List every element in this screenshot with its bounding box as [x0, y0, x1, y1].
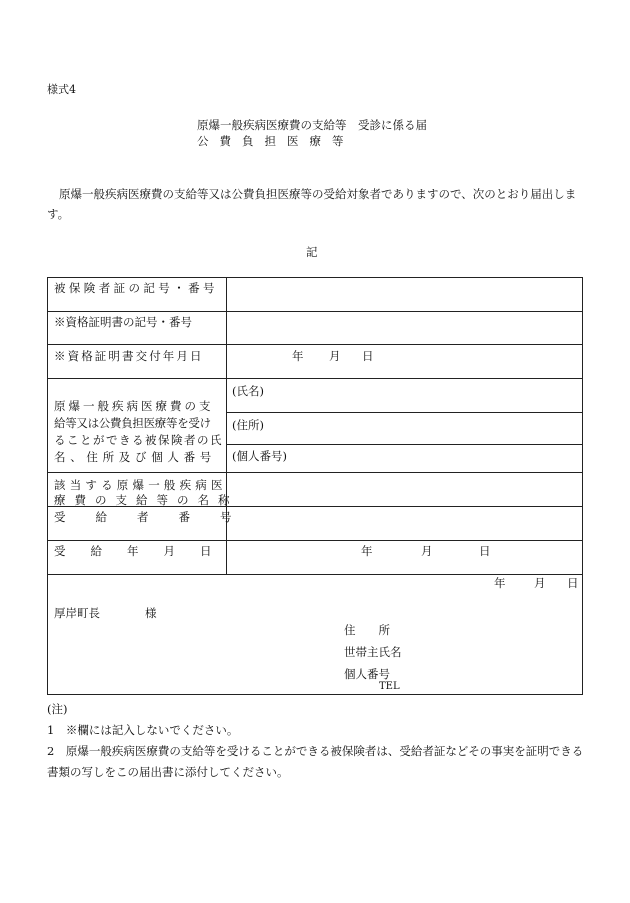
- insured-number-field[interactable]: [228, 278, 580, 310]
- person-label-line1: 原爆一般疾病医療費の支: [54, 399, 214, 413]
- person-label-line2: 給等又は公費負担医療等を受け: [54, 416, 211, 430]
- program-label-line2: 療費の支給等の名称: [54, 493, 239, 507]
- person-address-field[interactable]: (住所): [232, 418, 264, 432]
- notes-heading: (注): [47, 702, 68, 716]
- document-title-line1: 原爆一般疾病医療費の支給等 受診に係る届: [197, 118, 427, 132]
- note-item-1: 1 ※欄には記入しないでください。: [47, 723, 239, 737]
- applicant-tel-label: TEL: [379, 681, 400, 692]
- applicant-personal-number-label: 個人番号: [344, 667, 390, 681]
- form-number-label: 様式4: [47, 83, 76, 96]
- qualification-date-month: 月: [329, 349, 341, 363]
- qualification-number-field[interactable]: [228, 312, 580, 343]
- recipient-number-field[interactable]: [228, 507, 580, 539]
- recipient-date-label: 受給年月日: [54, 544, 237, 558]
- program-name-field[interactable]: [228, 473, 580, 505]
- person-label-line3: ることができる被保険者の氏: [54, 433, 223, 447]
- document-title-line2: 公費負担医療等: [197, 134, 355, 148]
- recipient-date-year: 年: [361, 544, 373, 558]
- qualification-date-day: 日: [362, 349, 374, 363]
- mayor-honorific: 様: [145, 606, 157, 620]
- notes-section: [47, 699, 587, 783]
- applicant-address-label: 住 所: [344, 623, 390, 637]
- submission-date-month: 月: [534, 576, 546, 590]
- applicant-householder-label: 世帯主氏名: [344, 645, 402, 659]
- submission-date-day: 日: [567, 576, 579, 590]
- person-name-field[interactable]: (氏名): [232, 384, 264, 398]
- qualification-date-year: 年: [292, 349, 304, 363]
- program-label-line1: 該当する原爆一般疾病医: [54, 478, 227, 492]
- intro-statement: 原爆一般疾病医療費の支給等又は公費負担医療等の受給対象者でありますので、次のとおり届出します。: [47, 187, 577, 221]
- ki-heading: 記: [306, 245, 318, 259]
- notification-form-table: [47, 277, 583, 695]
- note-item-2: 2 原爆一般疾病医療費の支給等を受けることができる被保険者は、受給者証などその事実を証明できる書類の写しをこの届出書に添付してください。: [47, 744, 584, 779]
- mayor-addressee: 厚岸町長: [54, 606, 100, 620]
- insured-number-text: 被保険者証の記号・番号: [54, 281, 218, 295]
- person-personal-number-field[interactable]: (個人番号): [232, 449, 287, 463]
- qualification-number-label: ※資格証明書の記号・番号: [54, 315, 192, 329]
- qualification-date-label: ※資格証明書交付年月日: [54, 349, 204, 363]
- insured-number-label: [54, 280, 220, 296]
- person-label-line4: 名、住所及び個人番号: [54, 450, 216, 464]
- recipient-date-day: 日: [479, 544, 491, 558]
- submission-date-year: 年: [494, 576, 506, 590]
- recipient-number-label: 受給者番号: [54, 510, 262, 524]
- recipient-date-month: 月: [421, 544, 433, 558]
